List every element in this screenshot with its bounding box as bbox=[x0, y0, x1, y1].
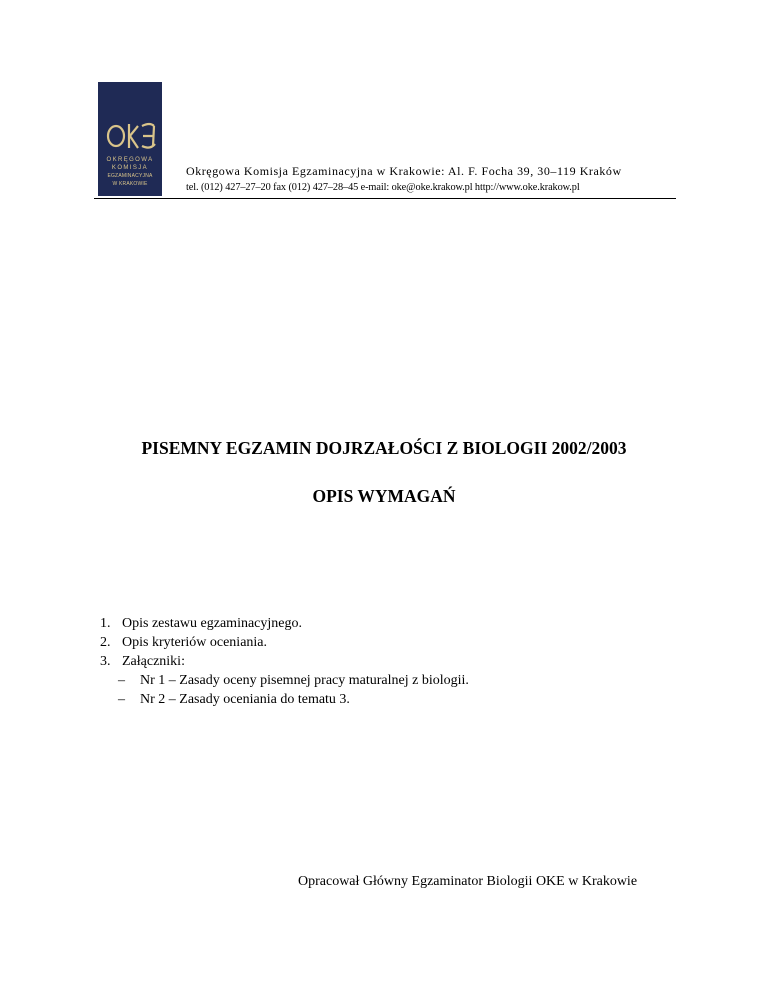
attachment-text: Nr 2 – Zasady oceniania do tematu 3. bbox=[140, 692, 350, 707]
logo-line: EGZAMINACYJNA bbox=[107, 173, 153, 179]
header-contact: tel. (012) 427–27–20 fax (012) 427–28–45 e-mail: oke@oke.krakow.pl http://www.oke.krakow.pl bbox=[186, 182, 580, 193]
list-item-text: Załączniki: bbox=[122, 654, 185, 669]
header-divider bbox=[94, 198, 676, 199]
attachment-item bbox=[100, 690, 469, 709]
list-item-text: Opis zestawu egzaminacyjnego. bbox=[122, 616, 302, 631]
contents-list bbox=[100, 614, 469, 709]
author-line: Opracował Główny Egzaminator Biologii OKE w Krakowie bbox=[298, 874, 638, 889]
oke-logo-mark bbox=[98, 82, 162, 154]
list-item bbox=[100, 633, 469, 652]
logo-line: OKRĘGOWA bbox=[106, 157, 154, 163]
logo-line: KOMISJA bbox=[111, 165, 149, 171]
list-item-number: 3. bbox=[100, 654, 111, 669]
list-item-text: Opis kryteriów oceniania. bbox=[122, 635, 268, 650]
logo-wordmark bbox=[98, 156, 162, 188]
attachment-text: Nr 1 – Zasady oceny pisemnej pracy maturalnej z biologii. bbox=[140, 673, 469, 688]
document-title: PISEMNY EGZAMIN DOJRZAŁOŚCI Z BIOLOGII 2002/2003 bbox=[141, 438, 627, 458]
list-item-number: 2. bbox=[100, 635, 111, 650]
oke-logo bbox=[98, 82, 162, 196]
document-subtitle: OPIS WYMAGAŃ bbox=[312, 486, 456, 506]
list-item-number: 1. bbox=[100, 616, 111, 631]
list-item bbox=[100, 614, 469, 633]
header-address: Okręgowa Komisja Egzaminacyjna w Krakowie: Al. F. Focha 39, 30–119 Kraków bbox=[186, 164, 622, 178]
logo-line: W KRAKOWIE bbox=[112, 181, 148, 187]
attachment-dash: – bbox=[118, 673, 125, 688]
list-item bbox=[100, 652, 469, 671]
attachment-dash: – bbox=[118, 692, 125, 707]
attachment-item bbox=[100, 671, 469, 690]
